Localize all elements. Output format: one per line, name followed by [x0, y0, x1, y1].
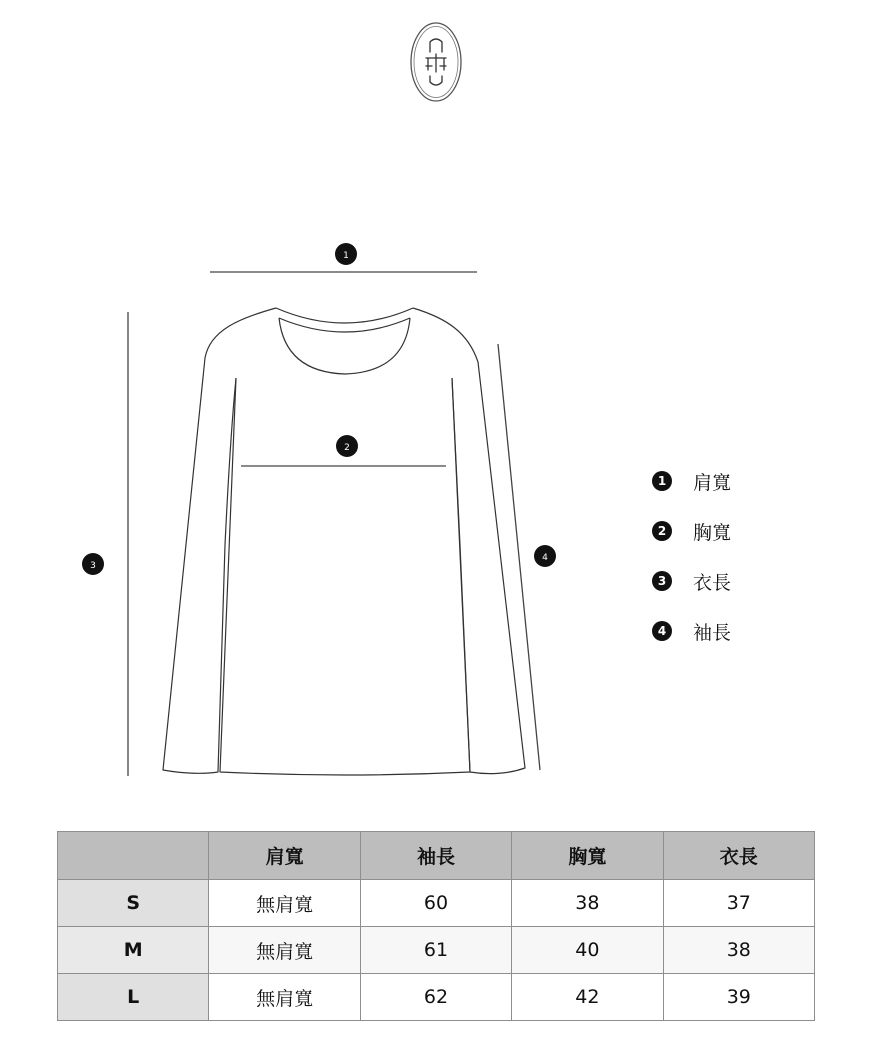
brand-logo — [408, 20, 464, 104]
legend-number: 1 — [652, 471, 672, 491]
table-row — [58, 974, 815, 1021]
svg-text:4: 4 — [542, 553, 548, 563]
legend-item-length — [652, 568, 852, 594]
sleeve-line — [498, 344, 540, 770]
marker-4 — [534, 545, 556, 567]
table-header-cell: 袖長 — [360, 832, 511, 880]
table-cell: 42 — [512, 974, 663, 1021]
table-row — [58, 927, 815, 974]
legend-number: 3 — [652, 571, 672, 591]
legend-label: 衣長 — [693, 571, 732, 594]
table-cell: 無肩寬 — [209, 927, 360, 974]
table-cell: 無肩寬 — [209, 880, 360, 927]
legend-number: 2 — [652, 521, 672, 541]
table-cell: 37 — [663, 880, 814, 927]
size-label: L — [58, 974, 209, 1021]
size-chart-table — [57, 831, 815, 1021]
size-label: S — [58, 880, 209, 927]
legend-item-shoulder — [652, 468, 852, 494]
legend-label: 胸寬 — [693, 521, 732, 544]
table-cell: 62 — [360, 974, 511, 1021]
table-cell: 38 — [512, 880, 663, 927]
legend-label: 袖長 — [693, 621, 732, 644]
legend-number: 4 — [652, 621, 672, 641]
table-cell: 60 — [360, 880, 511, 927]
table-header-cell: 胸寬 — [512, 832, 663, 880]
sweater-outline — [163, 308, 525, 775]
table-cell: 38 — [663, 927, 814, 974]
table-cell: 無肩寬 — [209, 974, 360, 1021]
table-row — [58, 880, 815, 927]
table-cell: 39 — [663, 974, 814, 1021]
marker-3 — [82, 553, 104, 575]
legend-item-sleeve — [652, 618, 852, 644]
table-cell: 40 — [512, 927, 663, 974]
table-cell: 61 — [360, 927, 511, 974]
legend-label: 肩寬 — [693, 471, 732, 494]
marker-2 — [336, 435, 358, 457]
marker-1 — [335, 243, 357, 265]
svg-text:1: 1 — [343, 251, 349, 261]
table-header-cell: 衣長 — [663, 832, 814, 880]
size-label: M — [58, 927, 209, 974]
svg-text:2: 2 — [344, 443, 350, 453]
legend-item-chest — [652, 518, 852, 544]
svg-text:3: 3 — [90, 561, 96, 571]
table-header-cell: 肩寬 — [209, 832, 360, 880]
table-header-corner — [58, 832, 209, 880]
table-header-row — [58, 832, 815, 880]
measurement-legend — [652, 468, 852, 668]
